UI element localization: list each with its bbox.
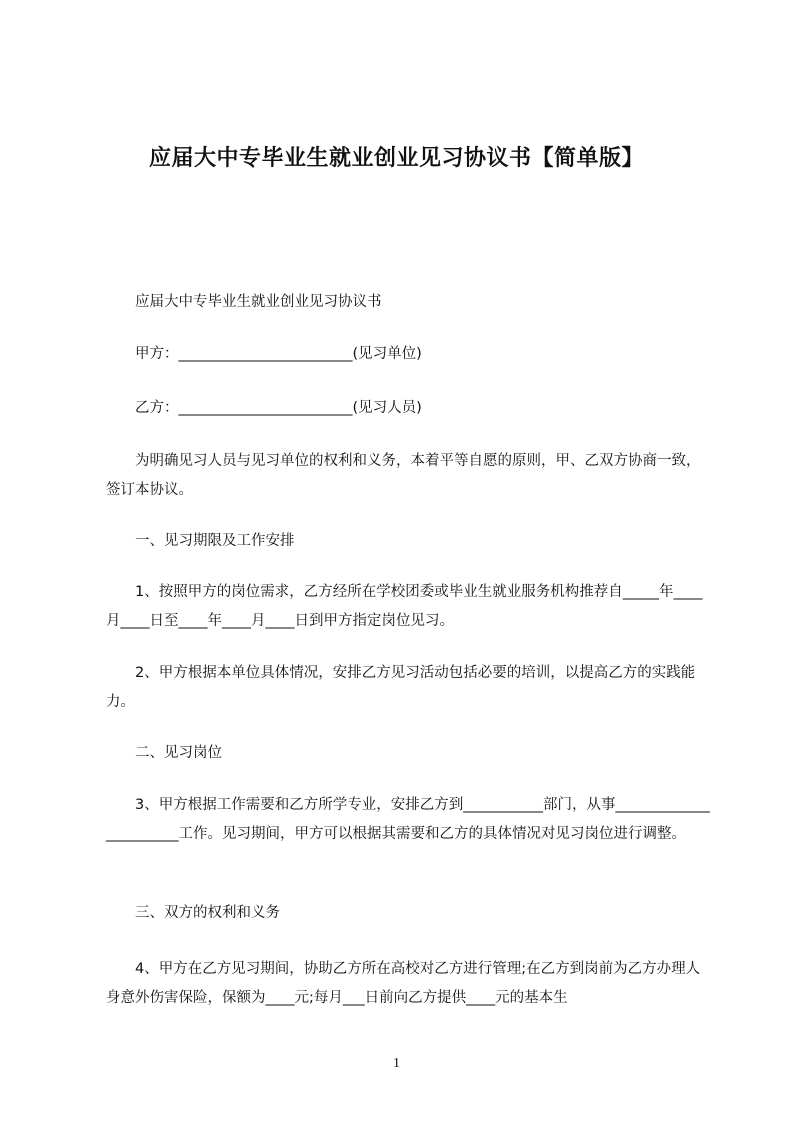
document-title: 应届大中专毕业生就业创业见习协议书【简单版】	[148, 146, 644, 171]
clause-1: 1、按照甲方的岗位需求，乙方经所在学校团委或毕业生就业服务机构推荐自_____年____月____日至____年____月____日到甲方指定岗位见习。	[106, 584, 703, 629]
section-heading-2: 二、见习岗位	[106, 745, 222, 761]
party-a-line: 甲方：________________________(见习单位)	[106, 346, 422, 362]
clause-4: 4、甲方在乙方见习期间，协助乙方所在高校对乙方进行管理;在乙方到岗前为乙方办理人身意外伤害保险，保额为____元;每月___日前向乙方提供____元的基本生	[106, 961, 701, 1006]
preamble-paragraph: 为明确见习人员与见习单位的权利和义务，本着平等自愿的原则，甲、乙双方协商一致，签订本协议。	[106, 453, 701, 498]
clause-2: 2、甲方根据本单位具体情况，安排乙方见习活动包括必要的培训，以提高乙方的实践能力。	[106, 665, 696, 710]
page-number: 1	[393, 1056, 400, 1071]
agreement-heading: 应届大中专毕业生就业创业见习协议书	[106, 294, 382, 310]
party-b-line: 乙方：________________________(见习人员)	[106, 400, 422, 416]
clause-3: 3、甲方根据工作需要和乙方所学专业，安排乙方到___________部门，从事_______________________工作。见习期间，甲方可以根据其需要和乙方的具体情况对见习岗位进行调整。	[106, 797, 710, 842]
section-heading-1: 一、见习期限及工作安排	[106, 533, 295, 549]
section-heading-3: 三、双方的权利和义务	[106, 905, 280, 921]
